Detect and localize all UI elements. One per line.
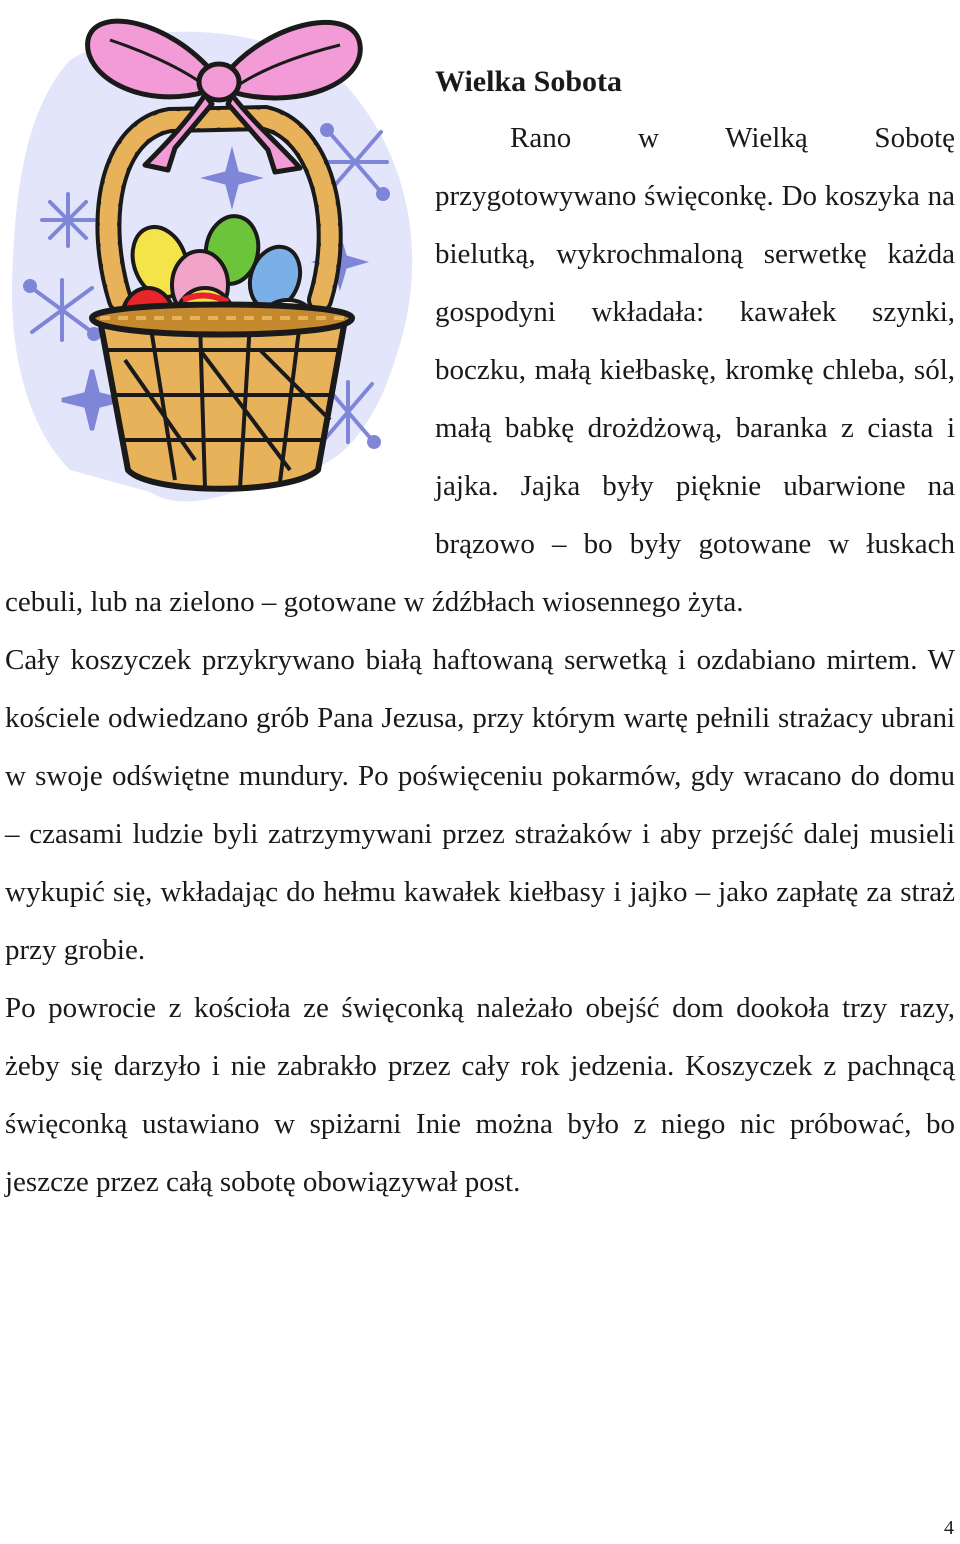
paragraph-3: Po powrocie z kościoła ze święconką należało obejść dom dookoła trzy razy, żeby się darzyło i nie zabrakło przez cały rok jedzenia. Koszyczek z pachnącą święconką ustawiano w spiżarni Inie można było z niego nic próbować, bo jeszcze przez całą sobotę obowiązywał post. xyxy=(5,992,955,1198)
illustration-spacer xyxy=(5,55,435,519)
page-title: Wielka Sobota xyxy=(435,65,622,98)
paragraph-1: Rano w Wielką Sobotę przygotowywano święconkę. Do koszyka na bielutką, wykrochmaloną serwetkę każda gospodyni wkładała: kawałek szynki, boczku, małą kiełbaskę, kromkę chleba, sól, małą babkę drożdżową, baranka z ciasta i jajka. Jajka były pięknie ubarwione na brązowo – bo były gotowane w łuskach cebuli, lub na zielono – gotowane w źdźbłach wiosennego żyta. xyxy=(5,122,955,618)
paragraph-2: Cały koszyczek przykrywano białą haftowaną serwetką i ozdabiano mirtem. W kościele odwiedzano grób Pana Jezusa, przy którym wartę pełnili strażacy ubrani w swoje odświętne mundury. Po poświęceniu pokarmów, gdy wracano do domu – czasami ludzie byli zatrzymywani przez strażaków i aby przejść dalej musieli wykupić się, wkładając do hełmu kawałek kiełbasy i jajko – jako zapłatę za straż przy grobie. xyxy=(5,644,955,966)
page-number: 4 xyxy=(944,1517,954,1539)
document-body xyxy=(5,55,955,1211)
